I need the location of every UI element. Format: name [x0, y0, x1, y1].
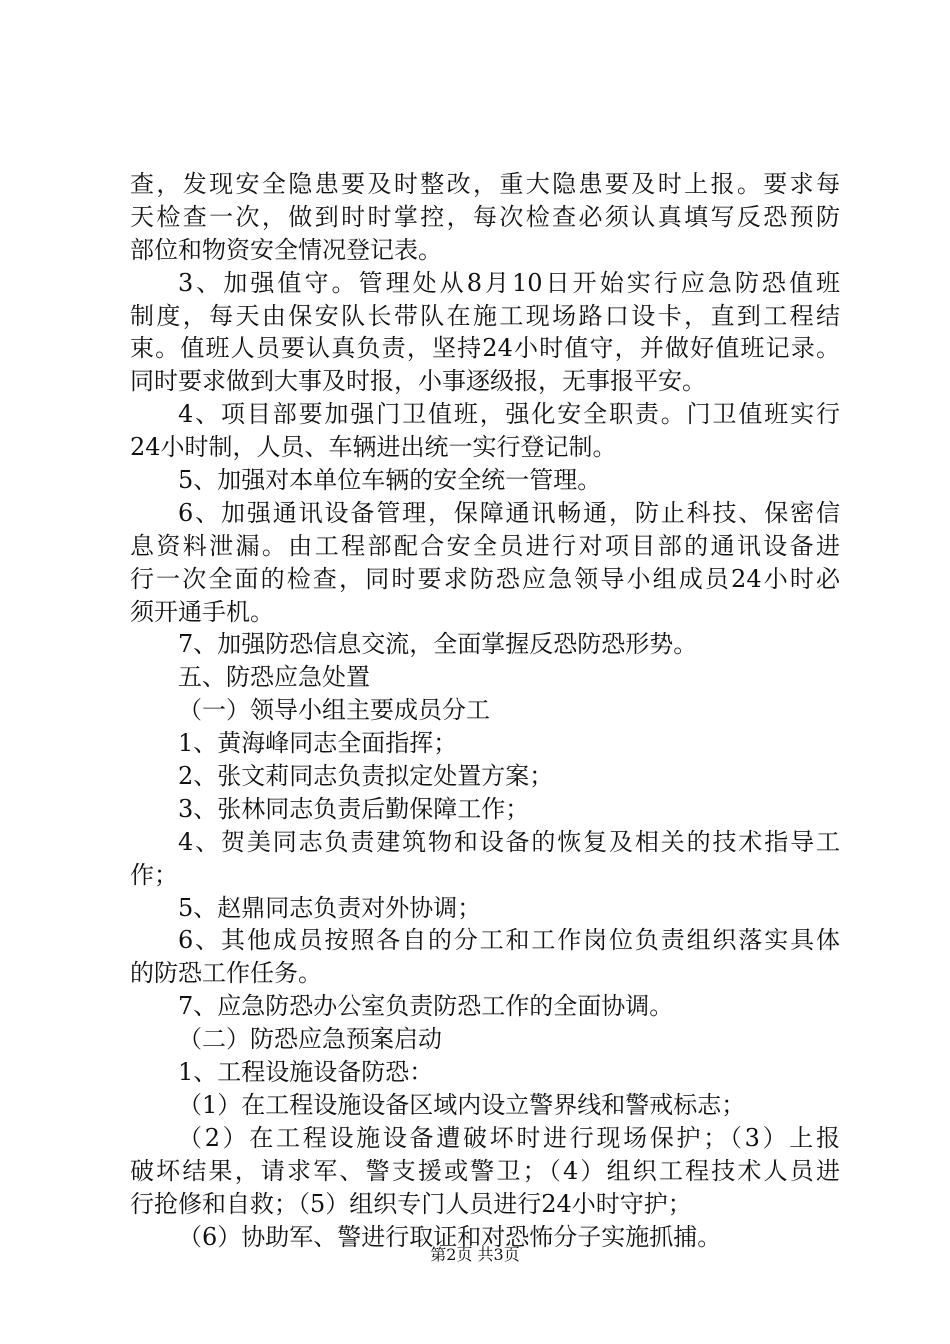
section-heading: 五、防恐应急处置 — [178, 663, 370, 692]
text-line: 束。值班人员要认真负责，坚持24小时值守，并做好值班记录。 — [130, 334, 840, 363]
text-line: 7、应急防恐办公室负责防恐工作的全面协调。 — [178, 992, 674, 1021]
text-line: 2、张文莉同志负责拟定处置方案； — [178, 762, 554, 791]
text-line: 查，发现安全隐患要及时整改，重大隐患要及时上报。要求每 — [130, 170, 840, 198]
text-line: 3、加强值守。管理处从8月10日开始实行应急防恐值班 — [178, 268, 840, 297]
text-line: 须开通手机。 — [130, 597, 274, 626]
text-line: 24小时制，人员、车辆进出统一实行登记制。 — [130, 433, 617, 462]
text-line: 息资料泄漏。由工程部配合安全员进行对项目部的通讯设备进 — [130, 531, 840, 560]
text-line: 1、黄海峰同志全面指挥； — [178, 729, 458, 758]
text-line: 破坏结果，请求军、警支援或警卫；（4）组织工程技术人员进 — [130, 1156, 840, 1185]
text-line: 部位和物资安全情况登记表。 — [130, 235, 442, 264]
page-number-footer: 第2页 共3页 — [430, 1245, 520, 1264]
text-line: 的防恐工作任务。 — [130, 959, 322, 988]
document-body — [130, 168, 840, 1253]
text-line: 6、加强通讯设备管理，保障通讯畅通，防止科技、保密信 — [178, 498, 840, 527]
text-line: 4、项目部要加强门卫值班，强化安全职责。门卫值班实行 — [178, 400, 840, 429]
text-line: 作； — [130, 860, 178, 889]
text-line: 7、加强防恐信息交流，全面掌握反恐防恐形势。 — [178, 630, 698, 659]
text-line: 行抢修和自救；（5）组织专门人员进行24小时守护； — [130, 1189, 692, 1218]
text-line: 5、赵鼎同志负责对外协调； — [178, 893, 482, 922]
text-line: 同时要求做到大事及时报，小事逐级报，无事报平安。 — [130, 367, 706, 396]
text-line: 3、张林同志负责后勤保障工作； — [178, 794, 530, 823]
text-line: 天检查一次，做到时时掌控，每次检查必须认真填写反恐预防 — [130, 202, 840, 231]
text-line: （6）协助军、警进行取证和对恐怖分子实施抓捕。 — [178, 1222, 722, 1251]
text-line: 4、贺美同志负责建筑物和设备的恢复及相关的技术指导工 — [178, 827, 840, 856]
subsection-heading: （二）防恐应急预案启动 — [178, 1025, 442, 1054]
text-line: （2）在工程设施设备遭破坏时进行现场保护；（3）上报 — [178, 1123, 840, 1152]
text-line: 行一次全面的检查，同时要求防恐应急领导小组成员24小时必 — [130, 564, 840, 593]
text-line: 1、工程设施设备防恐： — [178, 1058, 434, 1087]
subsection-heading: （一）领导小组主要成员分工 — [178, 696, 490, 725]
text-line: （1）在工程设施设备区域内设立警界线和警戒标志； — [178, 1090, 746, 1119]
text-line: 6、其他成员按照各自的分工和工作岗位负责组织落实具体 — [178, 926, 840, 955]
text-line: 5、加强对本单位车辆的安全统一管理。 — [178, 466, 602, 495]
text-line: 制度，每天由保安队长带队在施工现场路口设卡，直到工程结 — [130, 301, 840, 330]
